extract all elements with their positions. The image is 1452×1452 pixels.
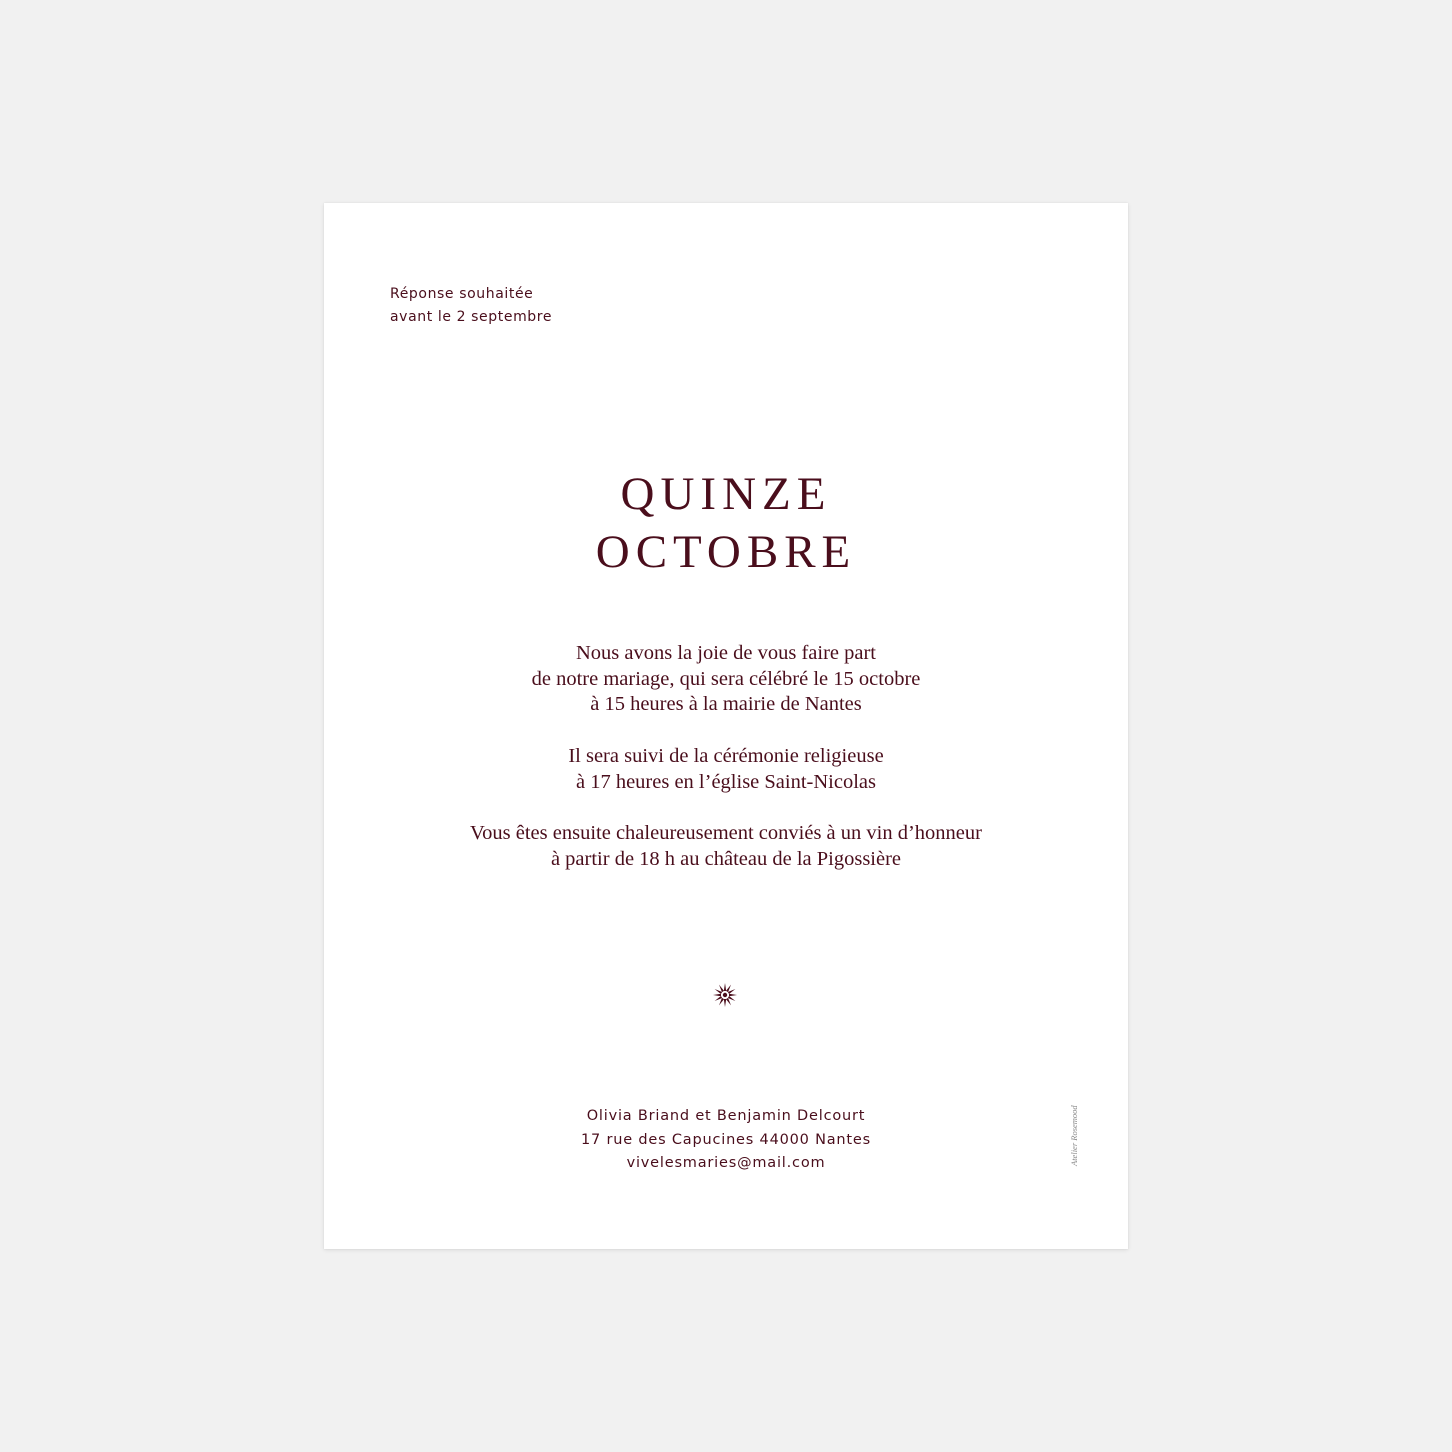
announcement-paragraph-ceremony — [324, 641, 1128, 718]
rsvp-line-1: Réponse souhaitée — [390, 286, 534, 302]
text-line: à 15 heures à la mairie de Nantes — [590, 693, 862, 716]
title-line-1: QUINZE — [620, 468, 832, 520]
postal-address: 17 rue des Capucines 44000 Nantes — [581, 1131, 871, 1148]
rsvp-line-2: avant le 2 septembre — [390, 309, 553, 325]
date-title — [324, 465, 1128, 581]
contact-block — [324, 1105, 1128, 1176]
text-line: Vous êtes ensuite chaleureusement conviés à un vin d’honneur — [470, 821, 982, 844]
announcement-paragraph-reception — [324, 821, 1128, 872]
title-line-2: OCTOBRE — [595, 526, 857, 578]
announcement-paragraph-religious — [324, 744, 1128, 795]
invitation-card — [324, 203, 1128, 1249]
rsvp-note — [390, 283, 552, 329]
email-address: vivelesmaries@mail.com — [626, 1155, 826, 1171]
text-line: de notre mariage, qui sera célébré le 15 octobre — [531, 667, 921, 690]
announcement-text — [324, 641, 1128, 898]
text-line: à partir de 18 h au château de la Pigossière — [550, 847, 902, 870]
text-line: Il sera suivi de la cérémonie religieuse — [568, 744, 884, 767]
text-line: Nous avons la joie de vous faire part — [575, 642, 876, 664]
flower-icon — [712, 982, 738, 1008]
couple-names: Olivia Briand et Benjamin Delcourt — [586, 1108, 866, 1124]
text-line: à 17 heures en l’église Saint-Nicolas — [575, 770, 876, 793]
designer-credit: Atelier Rosemood — [1069, 1105, 1079, 1166]
